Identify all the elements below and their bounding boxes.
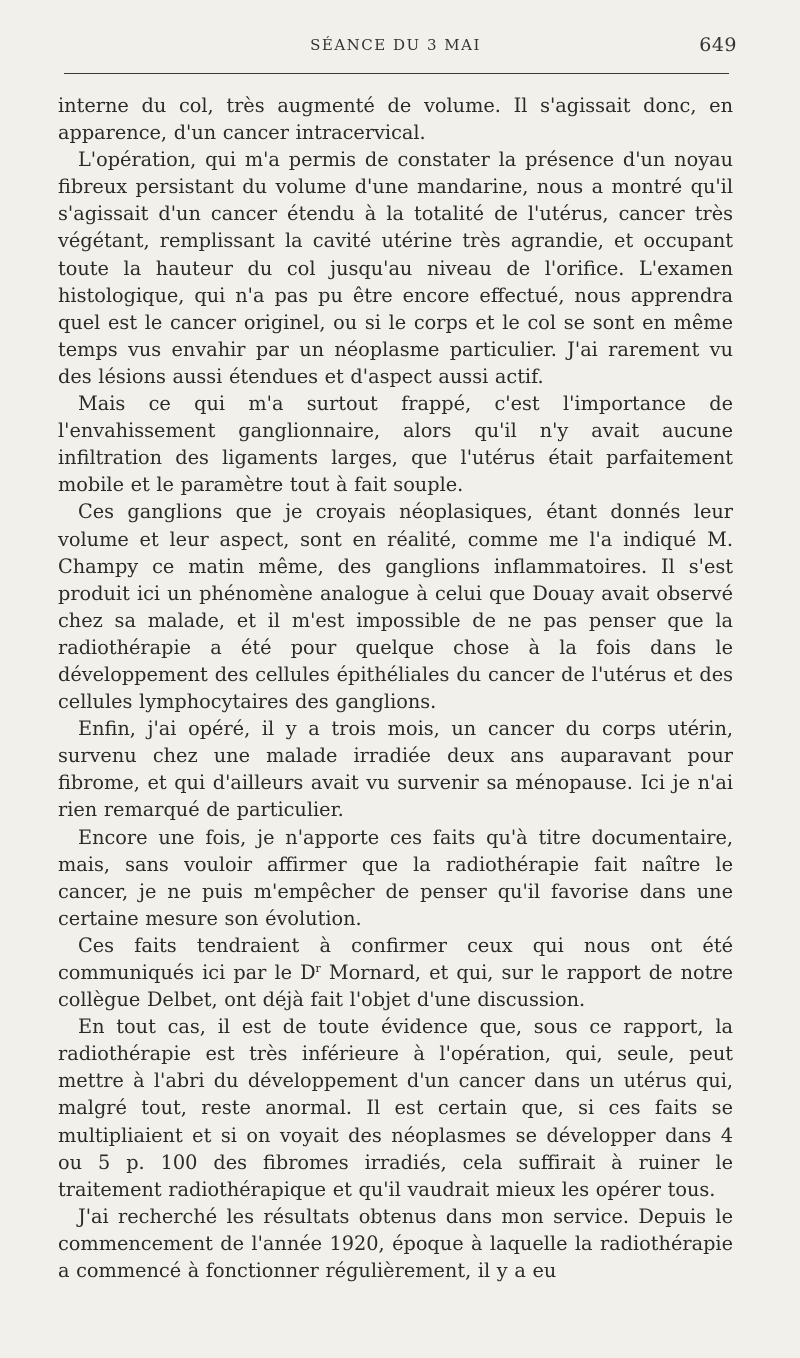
page-number: 649 (699, 34, 737, 56)
paragraph-4: Ces ganglions que je croyais néoplasiques, étant donnés leur volume et leur aspect, sont en réalité, comme me l'a indiqué M. Champy ce matin même, des ganglions inflammatoires. Il s'est produit ici un phénomène analogue à celui que Douay avait observé chez sa malade, et il m'est impossible de ne pas penser que la radiothérapie a été pour quelque chose à la fois dans le développement des cellules épithéliales du cancer de l'utérus et des cellules lymphocytaires des ganglions. (58, 500, 733, 714)
doctor-abbrev-superscript: r (315, 962, 321, 975)
header-rule (64, 73, 729, 74)
paragraph-5: Enfin, j'ai opéré, il y a trois mois, un cancer du corps utérin, survenu chez une malade irradiée deux ans auparavant pour fibrome, et qui d'ailleurs avait vu survenir sa ménopause. Ici je n'ai rien remarqué de particulier. (58, 717, 733, 822)
paragraph-7-text-after: Mornard, et qui, sur le rapport de notre collègue Delbet, ont déjà fait l'objet d'une discussion. (58, 961, 733, 1012)
paragraph-7 (58, 932, 733, 1013)
paragraph-3: Mais ce qui m'a surtout frappé, c'est l'importance de l'envahissement ganglionnaire, alors qu'il n'y avait aucune infiltration des ligaments larges, que l'utérus était parfaitement mobile et le paramètre tout à fait souple. (58, 392, 733, 497)
paragraph-9: J'ai recherché les résultats obtenus dans mon service. Depuis le commencement de l'année 1920, époque à laquelle la radiothérapie a commencé à fonctionner régulièrement, il y a eu (58, 1204, 733, 1283)
paragraph-2: L'opération, qui m'a permis de constater la présence d'un noyau fibreux persistant du volume d'une mandarine, nous a montré qu'il s'agissait d'un cancer étendu à la totalité de l'utérus, cancer très végétant, remplissant la cavité utérine très agrandie, et occupant toute la hauteur du col jusqu'au niveau de l'orifice. L'examen histologique, qui n'a pas pu être encore effectué, nous apprendra quel est le cancer originel, ou si le corps et le col se sont en même temps vus envahir par un néoplasme particulier. J'ai rarement vu des lésions aussi étendues et d'aspect aussi actif. (58, 148, 733, 388)
paragraph-6: Encore une fois, je n'apporte ces faits qu'à titre documentaire, mais, sans vouloir affirmer que la radiothérapie fait naître le cancer, je ne puis m'empêcher de penser qu'il favorise dans une certaine mesure son évolution. (58, 825, 733, 930)
body-text (58, 92, 733, 1284)
paragraph-8: En tout cas, il est de toute évidence que, sous ce rapport, la radiothérapie est très inférieure à l'opération, qui, seule, peut mettre à l'abri du développement d'un cancer dans un utérus qui, malgré tout, reste anormal. Il est certain que, si ces faits se multipliaient et si on voyait des néoplasmes se développer dans 4 ou 5 p. 100 des fibromes irradiés, cela suffirait à ruiner le traitement radiothérapique et qu'il vaudrait mieux les opérer tous. (58, 1015, 733, 1201)
running-title: SÉANCE DU 3 MAI (310, 36, 481, 54)
paragraph-1: interne du col, très augmenté de volume. Il s'agissait donc, en apparence, d'un cancer intracervical. (58, 94, 733, 145)
paragraph-7-text-before: Ces faits tendraient à confirmer ceux qui nous ont été communiqués ici par le D (58, 933, 733, 984)
page-header (58, 30, 737, 62)
